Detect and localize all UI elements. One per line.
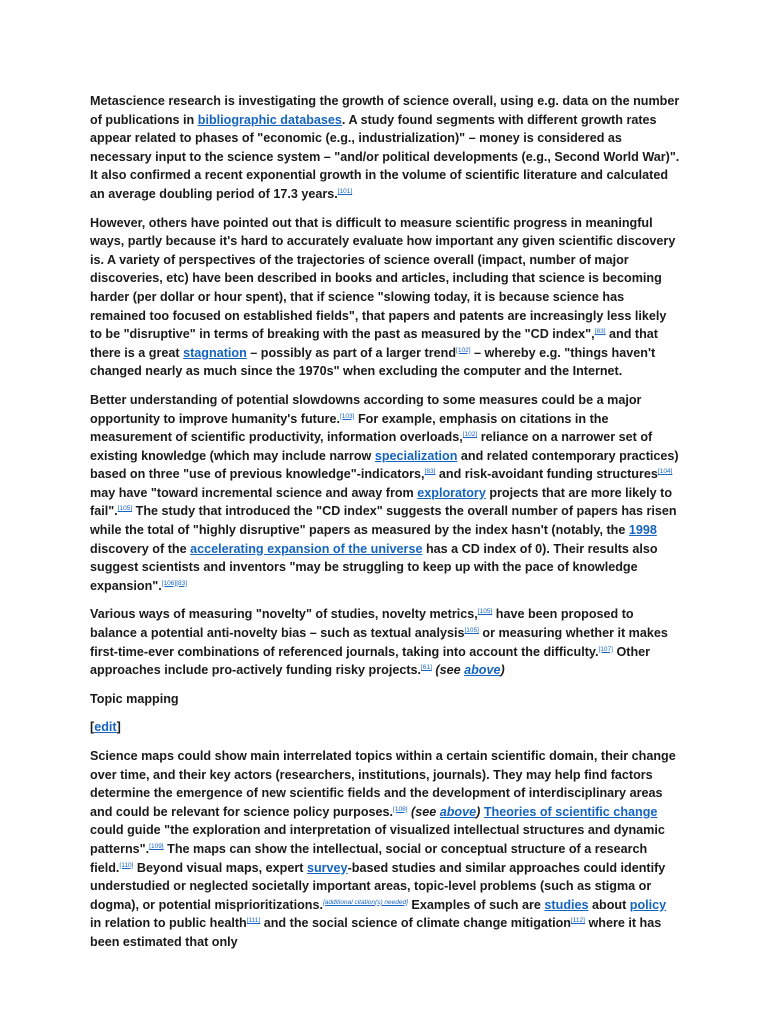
text: (see bbox=[407, 804, 440, 819]
citation-108[interactable]: [108] bbox=[393, 805, 408, 813]
link-specialization[interactable]: specialization bbox=[374, 448, 458, 463]
text: and that there is a great bbox=[90, 327, 658, 360]
link-studies[interactable]: studies bbox=[544, 897, 589, 912]
text: ) bbox=[500, 663, 505, 678]
citation-83[interactable]: [83] bbox=[594, 328, 606, 336]
citation-61[interactable]: [61] bbox=[421, 664, 432, 672]
citation-83[interactable]: [83] bbox=[424, 468, 436, 476]
citation-105[interactable]: [105] bbox=[117, 505, 133, 513]
link-accelerating-expansion[interactable]: accelerating expansion of the universe bbox=[190, 541, 423, 556]
text: in relation to public health bbox=[90, 916, 247, 931]
text: – whereby e.g. "things haven't changed nearly as much since the 1970s" when excluding the computer and the Internet. bbox=[90, 345, 656, 379]
text: could guide "the exploration and interpretation of visualized intellectual structures and dynamic patterns". bbox=[90, 823, 665, 856]
paragraph-novelty bbox=[90, 605, 680, 679]
link-bibliographic-databases[interactable]: bibliographic databases bbox=[197, 112, 342, 127]
citation-needed[interactable]: [additional citation(s) needed] bbox=[323, 898, 408, 906]
citation-83[interactable]: [83] bbox=[176, 579, 188, 587]
citation-105[interactable]: [105] bbox=[464, 627, 479, 635]
link-theories-of-scientific-change[interactable]: Theories of scientific change bbox=[483, 804, 658, 819]
text: ) bbox=[476, 804, 484, 819]
text: Science maps could show main interrelated topics within a certain scientific domain, their change over time, and their key actors (researchers, institutions, journals). They may help find factors determine the emergence of new scientific fields and the development of interdisciplinary areas and could be relevant for science policy purposes. bbox=[90, 749, 676, 819]
text: may have "toward incremental science and away from bbox=[90, 485, 418, 500]
text: has a CD index of 0). Their results also suggest scientists and inventors "may be struggling to keep up with the pace of knowledge expansion". bbox=[90, 541, 658, 593]
bracket: [ bbox=[90, 720, 95, 735]
text: Better understanding of potential slowdowns according to some measures could be a major opportunity to improve humanity's future. bbox=[90, 392, 642, 426]
citation-105[interactable]: [105] bbox=[477, 608, 493, 616]
article-body bbox=[90, 92, 680, 962]
link-policy[interactable]: policy bbox=[629, 897, 667, 912]
text: and risk-avoidant funding structures bbox=[435, 467, 658, 482]
citation-111[interactable]: [111] bbox=[246, 917, 261, 925]
text: or measuring whether it makes first-time-ever combinations of referenced journals, taking into account the difficulty. bbox=[90, 626, 668, 659]
text: – possibly as part of a larger trend bbox=[246, 345, 457, 360]
citation-102[interactable]: [102] bbox=[456, 346, 471, 354]
text: However, others have pointed out that is difficult to measure scientific progress in meaningful ways, partly because it's hard to accurately evaluate how important any given scientific discovery is. A variety of perspectives of the trajectories of science overall (impact, number of major discoveries, etc) have been described in books and articles, including that science is becoming harder (per dollar or hour spent), that if science "slowing today, it is because science has remained too focused on established fields", that papers and patents are increasingly less likely to be "disruptive" in terms of breaking with the past as measured by the "CD index", bbox=[90, 215, 676, 342]
text: where it has been estimated that only bbox=[90, 916, 662, 949]
text: projects that are more likely to fail". bbox=[90, 485, 673, 519]
link-1998[interactable]: 1998 bbox=[628, 523, 657, 538]
citation-110[interactable]: [110] bbox=[119, 861, 134, 869]
citation-109[interactable]: [109] bbox=[149, 842, 164, 850]
citation-103[interactable]: [103] bbox=[339, 412, 355, 420]
text: The maps can show the intellectual, social or conceptual structure of a research field. bbox=[90, 841, 648, 875]
citation-104[interactable]: [104] bbox=[657, 468, 673, 476]
text: Metascience research is investigating the growth of science overall, using e.g. data on the number of publications in bbox=[90, 94, 680, 127]
text: and related contemporary practices) based on three "use of previous knowledge"-indicators, bbox=[90, 448, 679, 482]
heading-title: Topic mapping bbox=[90, 691, 179, 706]
text: . A study found segments with different growth rates appear related to phases of "economic (e.g., industrialization)" – money is considered as necessary input to the science system – "and/or political developments (e.g., Second World War)". It also confirmed a recent exponential growth in the volume of scientific literature and calculated an average doubling period of 17.3 years. bbox=[90, 112, 680, 201]
text: reliance on a narrower set of existing knowledge (which may include narrow bbox=[90, 430, 653, 463]
text: discovery of the bbox=[90, 541, 191, 556]
citation-101[interactable]: [101] bbox=[337, 187, 353, 195]
citation-107[interactable]: [107] bbox=[598, 645, 613, 653]
link-above[interactable]: above bbox=[464, 663, 501, 678]
text: have been proposed to balance a potential anti-novelty bias – such as textual analysis bbox=[90, 607, 634, 641]
text: -based studies and similar approaches could identify understudied or neglected societally important areas, topic-level problems (such as stigma or dogma), or potential misprioritizations. bbox=[90, 860, 666, 912]
text: Examples of such are bbox=[407, 897, 545, 912]
text: Other approaches include pro-actively funding risky projects. bbox=[90, 644, 651, 678]
text: (see bbox=[431, 663, 465, 678]
link-exploratory[interactable]: exploratory bbox=[417, 485, 486, 500]
text: The study that introduced the "CD index" suggests the overall number of papers has risen while the total of "highly disruptive" papers as measured by the index hasn't (notably, the bbox=[90, 504, 677, 538]
text: For example, emphasis on citations in the measurement of scientific productivity, information overloads, bbox=[90, 411, 609, 445]
paragraph-growth bbox=[90, 92, 680, 204]
bracket: ] bbox=[116, 720, 121, 735]
paragraph-slowdowns bbox=[90, 391, 680, 596]
paragraph-science-maps bbox=[90, 747, 680, 952]
citation-112[interactable]: [112] bbox=[570, 917, 585, 925]
link-stagnation[interactable]: stagnation bbox=[183, 345, 247, 360]
paragraph-progress bbox=[90, 214, 680, 381]
section-heading bbox=[90, 690, 680, 709]
link-survey[interactable]: survey bbox=[306, 860, 348, 875]
text: Various ways of measuring "novelty" of studies, novelty metrics, bbox=[90, 607, 478, 622]
text: Beyond visual maps, expert bbox=[133, 860, 307, 875]
text: about bbox=[588, 897, 630, 912]
edit-link[interactable]: edit bbox=[94, 720, 117, 735]
citation-102[interactable]: [102] bbox=[462, 431, 478, 439]
text: and the social science of climate change mitigation bbox=[260, 916, 571, 931]
link-above[interactable]: above bbox=[439, 804, 477, 819]
citation-106[interactable]: [106] bbox=[161, 579, 177, 587]
edit-section bbox=[90, 718, 680, 737]
